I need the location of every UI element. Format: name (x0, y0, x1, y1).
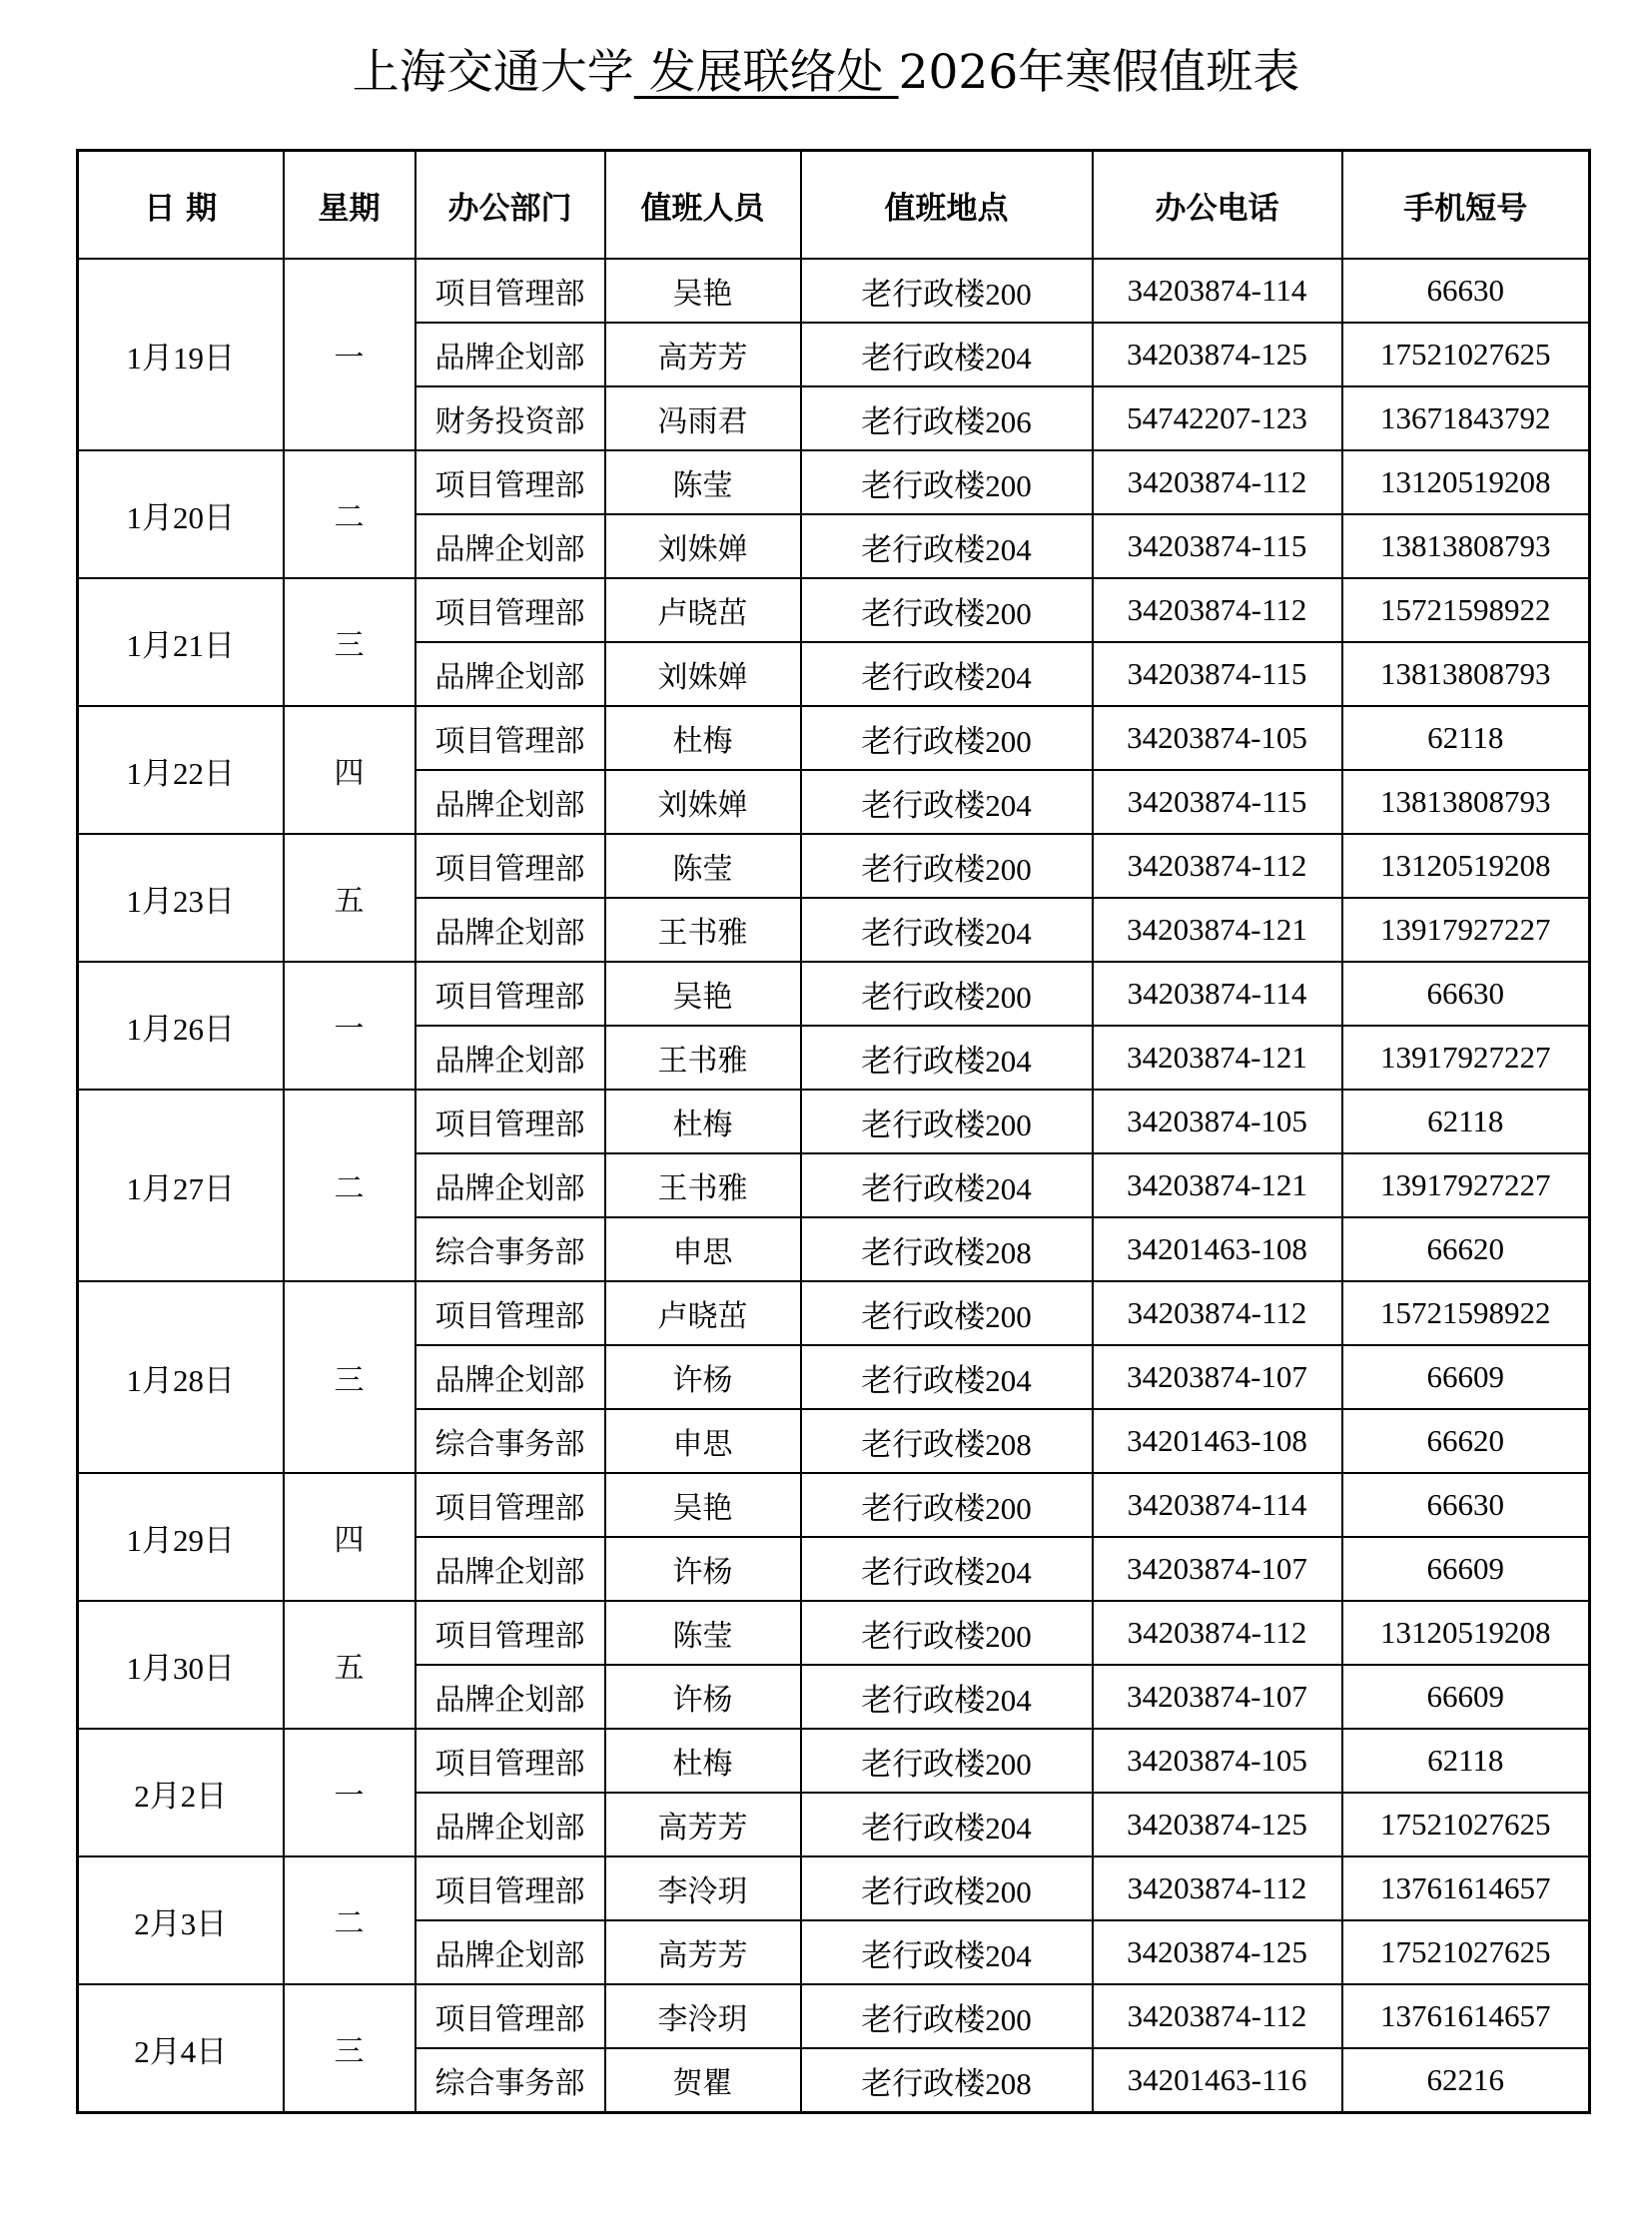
cell-staff: 吴艳 (605, 962, 801, 1026)
cell-date: 1月28日 (78, 1281, 284, 1473)
cell-location: 老行政楼200 (801, 706, 1093, 770)
cell-mobile-short: 13917927227 (1342, 898, 1590, 962)
table-row (78, 1473, 1590, 1537)
title-department: 发展联络处 (633, 45, 899, 100)
cell-location: 老行政楼208 (801, 2048, 1093, 2113)
cell-department: 项目管理部 (415, 1281, 605, 1345)
cell-department: 品牌企划部 (415, 323, 605, 386)
cell-office-phone: 34203874-121 (1093, 1026, 1342, 1090)
cell-staff: 杜梅 (605, 1090, 801, 1153)
cell-location: 老行政楼206 (801, 386, 1093, 450)
cell-weekday: 三 (284, 1984, 415, 2113)
cell-date: 1月26日 (78, 962, 284, 1090)
duty-schedule-table (76, 149, 1591, 2114)
cell-staff: 许杨 (605, 1665, 801, 1729)
table-row (78, 962, 1590, 1026)
cell-staff: 高芳芳 (605, 1920, 801, 1984)
cell-office-phone: 34203874-115 (1093, 642, 1342, 706)
cell-weekday: 一 (284, 259, 415, 450)
cell-mobile-short: 15721598922 (1342, 578, 1590, 642)
cell-staff: 刘姝婵 (605, 514, 801, 578)
cell-staff: 高芳芳 (605, 1793, 801, 1856)
cell-mobile-short: 17521027625 (1342, 323, 1590, 386)
cell-location: 老行政楼200 (801, 1473, 1093, 1537)
cell-location: 老行政楼204 (801, 1665, 1093, 1729)
cell-staff: 冯雨君 (605, 386, 801, 450)
cell-staff: 杜梅 (605, 1729, 801, 1793)
page-title (0, 38, 1652, 108)
cell-staff: 刘姝婵 (605, 770, 801, 834)
cell-office-phone: 34203874-125 (1093, 1920, 1342, 1984)
cell-department: 项目管理部 (415, 962, 605, 1026)
cell-department: 项目管理部 (415, 450, 605, 514)
cell-mobile-short: 13917927227 (1342, 1153, 1590, 1217)
cell-staff: 王书雅 (605, 898, 801, 962)
cell-office-phone: 34203874-105 (1093, 1729, 1342, 1793)
header-date: 日 期 (78, 151, 284, 260)
header-office-phone: 办公电话 (1093, 151, 1342, 260)
cell-office-phone: 34203874-115 (1093, 770, 1342, 834)
cell-department: 综合事务部 (415, 1409, 605, 1473)
cell-mobile-short: 13671843792 (1342, 386, 1590, 450)
cell-weekday: 五 (284, 834, 415, 962)
cell-department: 品牌企划部 (415, 770, 605, 834)
cell-department: 项目管理部 (415, 1856, 605, 1920)
cell-location: 老行政楼200 (801, 1601, 1093, 1665)
cell-department: 品牌企划部 (415, 1793, 605, 1856)
table-row (78, 578, 1590, 642)
cell-location: 老行政楼204 (801, 323, 1093, 386)
cell-department: 综合事务部 (415, 2048, 605, 2113)
cell-mobile-short: 66630 (1342, 259, 1590, 323)
cell-department: 品牌企划部 (415, 898, 605, 962)
title-schedule: 2026年寒假值班表 (898, 45, 1300, 100)
cell-office-phone: 34203874-112 (1093, 578, 1342, 642)
cell-office-phone: 34203874-105 (1093, 1090, 1342, 1153)
cell-office-phone: 34203874-112 (1093, 1856, 1342, 1920)
cell-staff: 陈莹 (605, 834, 801, 898)
cell-department: 综合事务部 (415, 1217, 605, 1281)
cell-mobile-short: 13917927227 (1342, 1026, 1590, 1090)
cell-weekday: 四 (284, 706, 415, 834)
cell-office-phone: 34203874-114 (1093, 259, 1342, 323)
cell-location: 老行政楼204 (801, 1345, 1093, 1409)
cell-department: 项目管理部 (415, 706, 605, 770)
cell-date: 1月27日 (78, 1090, 284, 1281)
cell-location: 老行政楼200 (801, 1856, 1093, 1920)
cell-mobile-short: 66630 (1342, 1473, 1590, 1537)
cell-department: 品牌企划部 (415, 1665, 605, 1729)
cell-date: 2月2日 (78, 1729, 284, 1856)
cell-staff: 李泠玥 (605, 1856, 801, 1920)
header-location: 值班地点 (801, 151, 1093, 260)
cell-staff: 申思 (605, 1409, 801, 1473)
cell-office-phone: 34203874-125 (1093, 323, 1342, 386)
cell-weekday: 二 (284, 1856, 415, 1984)
cell-location: 老行政楼204 (801, 770, 1093, 834)
table-row (78, 1729, 1590, 1793)
cell-mobile-short: 62118 (1342, 1090, 1590, 1153)
cell-office-phone: 34203874-107 (1093, 1537, 1342, 1601)
cell-office-phone: 34201463-116 (1093, 2048, 1342, 2113)
cell-staff: 陈莹 (605, 450, 801, 514)
cell-mobile-short: 62216 (1342, 2048, 1590, 2113)
cell-office-phone: 34203874-114 (1093, 962, 1342, 1026)
cell-office-phone: 34203874-125 (1093, 1793, 1342, 1856)
cell-staff: 吴艳 (605, 1473, 801, 1537)
cell-location: 老行政楼200 (801, 1090, 1093, 1153)
cell-department: 品牌企划部 (415, 1345, 605, 1409)
table-row (78, 1601, 1590, 1665)
cell-staff: 许杨 (605, 1537, 801, 1601)
header-weekday: 星期 (284, 151, 415, 260)
cell-mobile-short: 13761614657 (1342, 1856, 1590, 1920)
cell-date: 1月22日 (78, 706, 284, 834)
cell-staff: 卢晓茁 (605, 578, 801, 642)
cell-date: 1月21日 (78, 578, 284, 706)
cell-mobile-short: 66609 (1342, 1537, 1590, 1601)
cell-office-phone: 34203874-121 (1093, 1153, 1342, 1217)
cell-department: 品牌企划部 (415, 1026, 605, 1090)
cell-staff: 刘姝婵 (605, 642, 801, 706)
cell-location: 老行政楼204 (801, 898, 1093, 962)
cell-location: 老行政楼208 (801, 1409, 1093, 1473)
cell-department: 品牌企划部 (415, 642, 605, 706)
cell-staff: 王书雅 (605, 1026, 801, 1090)
cell-mobile-short: 13813808793 (1342, 642, 1590, 706)
table-row (78, 1090, 1590, 1153)
cell-location: 老行政楼200 (801, 1729, 1093, 1793)
cell-mobile-short: 17521027625 (1342, 1920, 1590, 1984)
cell-location: 老行政楼204 (801, 642, 1093, 706)
cell-date: 2月4日 (78, 1984, 284, 2113)
cell-office-phone: 34203874-112 (1093, 450, 1342, 514)
cell-staff: 高芳芳 (605, 323, 801, 386)
cell-mobile-short: 13120519208 (1342, 834, 1590, 898)
cell-location: 老行政楼200 (801, 834, 1093, 898)
cell-office-phone: 34203874-107 (1093, 1345, 1342, 1409)
cell-office-phone: 34203874-105 (1093, 706, 1342, 770)
cell-location: 老行政楼200 (801, 450, 1093, 514)
cell-mobile-short: 66620 (1342, 1217, 1590, 1281)
cell-date: 1月20日 (78, 450, 284, 578)
cell-mobile-short: 62118 (1342, 706, 1590, 770)
cell-location: 老行政楼204 (801, 1793, 1093, 1856)
table-row (78, 450, 1590, 514)
cell-mobile-short: 13813808793 (1342, 514, 1590, 578)
cell-office-phone: 54742207-123 (1093, 386, 1342, 450)
cell-staff: 许杨 (605, 1345, 801, 1409)
cell-location: 老行政楼200 (801, 1281, 1093, 1345)
cell-office-phone: 34203874-112 (1093, 1601, 1342, 1665)
cell-department: 财务投资部 (415, 386, 605, 450)
table-body (78, 259, 1590, 2113)
cell-location: 老行政楼204 (801, 1537, 1093, 1601)
cell-mobile-short: 66620 (1342, 1409, 1590, 1473)
table-row (78, 1856, 1590, 1920)
cell-mobile-short: 15721598922 (1342, 1281, 1590, 1345)
cell-office-phone: 34201463-108 (1093, 1409, 1342, 1473)
header-staff: 值班人员 (605, 151, 801, 260)
cell-weekday: 四 (284, 1473, 415, 1601)
cell-mobile-short: 62118 (1342, 1729, 1590, 1793)
header-department: 办公部门 (415, 151, 605, 260)
cell-department: 项目管理部 (415, 578, 605, 642)
title-university: 上海交通大学 (352, 45, 634, 100)
cell-department: 品牌企划部 (415, 1920, 605, 1984)
cell-office-phone: 34203874-107 (1093, 1665, 1342, 1729)
cell-office-phone: 34203874-112 (1093, 1984, 1342, 2048)
cell-weekday: 三 (284, 578, 415, 706)
cell-location: 老行政楼204 (801, 1920, 1093, 1984)
cell-office-phone: 34203874-112 (1093, 1281, 1342, 1345)
cell-location: 老行政楼200 (801, 1984, 1093, 2048)
cell-location: 老行政楼204 (801, 1026, 1093, 1090)
cell-department: 项目管理部 (415, 1984, 605, 2048)
cell-mobile-short: 66630 (1342, 962, 1590, 1026)
cell-department: 项目管理部 (415, 1090, 605, 1153)
cell-staff: 申思 (605, 1217, 801, 1281)
cell-mobile-short: 13120519208 (1342, 1601, 1590, 1665)
cell-date: 2月3日 (78, 1856, 284, 1984)
table-row (78, 834, 1590, 898)
table-row (78, 1281, 1590, 1345)
cell-mobile-short: 13761614657 (1342, 1984, 1590, 2048)
cell-department: 项目管理部 (415, 1729, 605, 1793)
cell-weekday: 一 (284, 1729, 415, 1856)
cell-office-phone: 34203874-114 (1093, 1473, 1342, 1537)
cell-office-phone: 34201463-108 (1093, 1217, 1342, 1281)
cell-office-phone: 34203874-115 (1093, 514, 1342, 578)
table-header-row (78, 151, 1590, 260)
cell-date: 1月19日 (78, 259, 284, 450)
cell-department: 品牌企划部 (415, 514, 605, 578)
cell-weekday: 一 (284, 962, 415, 1090)
cell-location: 老行政楼200 (801, 962, 1093, 1026)
cell-mobile-short: 66609 (1342, 1665, 1590, 1729)
cell-location: 老行政楼204 (801, 514, 1093, 578)
cell-date: 1月23日 (78, 834, 284, 962)
cell-location: 老行政楼204 (801, 1153, 1093, 1217)
cell-department: 品牌企划部 (415, 1537, 605, 1601)
cell-mobile-short: 13813808793 (1342, 770, 1590, 834)
cell-date: 1月29日 (78, 1473, 284, 1601)
table-row (78, 1984, 1590, 2048)
cell-department: 品牌企划部 (415, 1153, 605, 1217)
cell-staff: 杜梅 (605, 706, 801, 770)
cell-department: 项目管理部 (415, 1473, 605, 1537)
header-mobile-short: 手机短号 (1342, 151, 1590, 260)
cell-staff: 李泠玥 (605, 1984, 801, 2048)
cell-date: 1月30日 (78, 1601, 284, 1729)
cell-mobile-short: 13120519208 (1342, 450, 1590, 514)
cell-weekday: 三 (284, 1281, 415, 1473)
cell-weekday: 二 (284, 450, 415, 578)
cell-office-phone: 34203874-121 (1093, 898, 1342, 962)
cell-office-phone: 34203874-112 (1093, 834, 1342, 898)
table-row (78, 706, 1590, 770)
cell-staff: 王书雅 (605, 1153, 801, 1217)
cell-department: 项目管理部 (415, 834, 605, 898)
cell-weekday: 二 (284, 1090, 415, 1281)
cell-mobile-short: 17521027625 (1342, 1793, 1590, 1856)
cell-location: 老行政楼208 (801, 1217, 1093, 1281)
cell-staff: 卢晓茁 (605, 1281, 801, 1345)
cell-staff: 吴艳 (605, 259, 801, 323)
cell-department: 项目管理部 (415, 1601, 605, 1665)
cell-department: 项目管理部 (415, 259, 605, 323)
cell-staff: 贺瞿 (605, 2048, 801, 2113)
cell-location: 老行政楼200 (801, 259, 1093, 323)
table-row (78, 259, 1590, 323)
cell-staff: 陈莹 (605, 1601, 801, 1665)
cell-weekday: 五 (284, 1601, 415, 1729)
cell-mobile-short: 66609 (1342, 1345, 1590, 1409)
cell-location: 老行政楼200 (801, 578, 1093, 642)
